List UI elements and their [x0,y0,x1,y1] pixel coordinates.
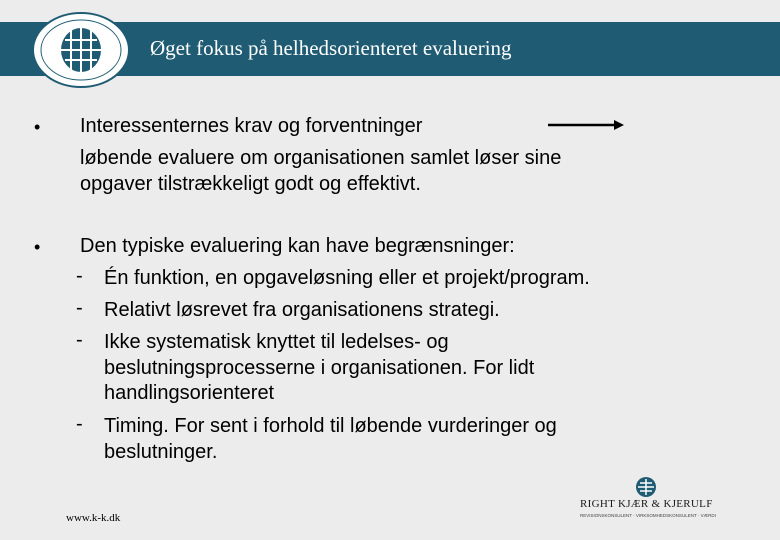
subitem-3-line-3: handlingsorienteret [104,382,275,404]
bullet-1-line-2: løbende evaluere om organisationen samlet løser sine [80,147,562,169]
bullet-marker: • [34,117,41,137]
subitem-4-line-2: beslutninger. [104,441,218,463]
brand-name: RIGHT KJÆR & KJERULF [580,498,713,510]
subitem-3-line-2: beslutningsprocesserne i organisationen. For lidt [104,357,535,379]
bullet-1-line-1: Interessenternes krav og forventninger [80,115,423,137]
bullet-1-line-3: opgaver tilstrækkeligt godt og effektivt. [80,173,421,195]
dash-marker: - [76,265,83,287]
footer-url: www.k-k.dk [66,512,121,524]
brand-logo-icon [635,476,657,498]
subitem-3-line-1: Ikke systematisk knyttet til ledelses- og [104,331,449,353]
dash-marker: - [76,413,83,435]
subitem-4-line-1: Timing. For sent i forhold til løbende vurderinger og [104,415,557,437]
globe-logo-icon [30,10,132,90]
dash-marker: - [76,329,83,351]
subitem-1: Én funktion, en opgaveløsning eller et projekt/program. [104,267,590,289]
bullet-marker: • [34,237,41,257]
bullet-2-line-1: Den typiske evaluering kan have begrænsninger: [80,235,515,257]
brand-logo [580,476,716,526]
brand-tagline: REVISIONSKONSULENT · VIRKSOMHEDSKONSULENT · VÆRDI [580,513,716,518]
right-arrow-icon [546,119,626,131]
subitem-2: Relativt løsrevet fra organisationens strategi. [104,299,500,321]
dash-marker: - [76,297,83,319]
slide-title: Øget fokus på helhedsorienteret evaluering [150,36,512,60]
